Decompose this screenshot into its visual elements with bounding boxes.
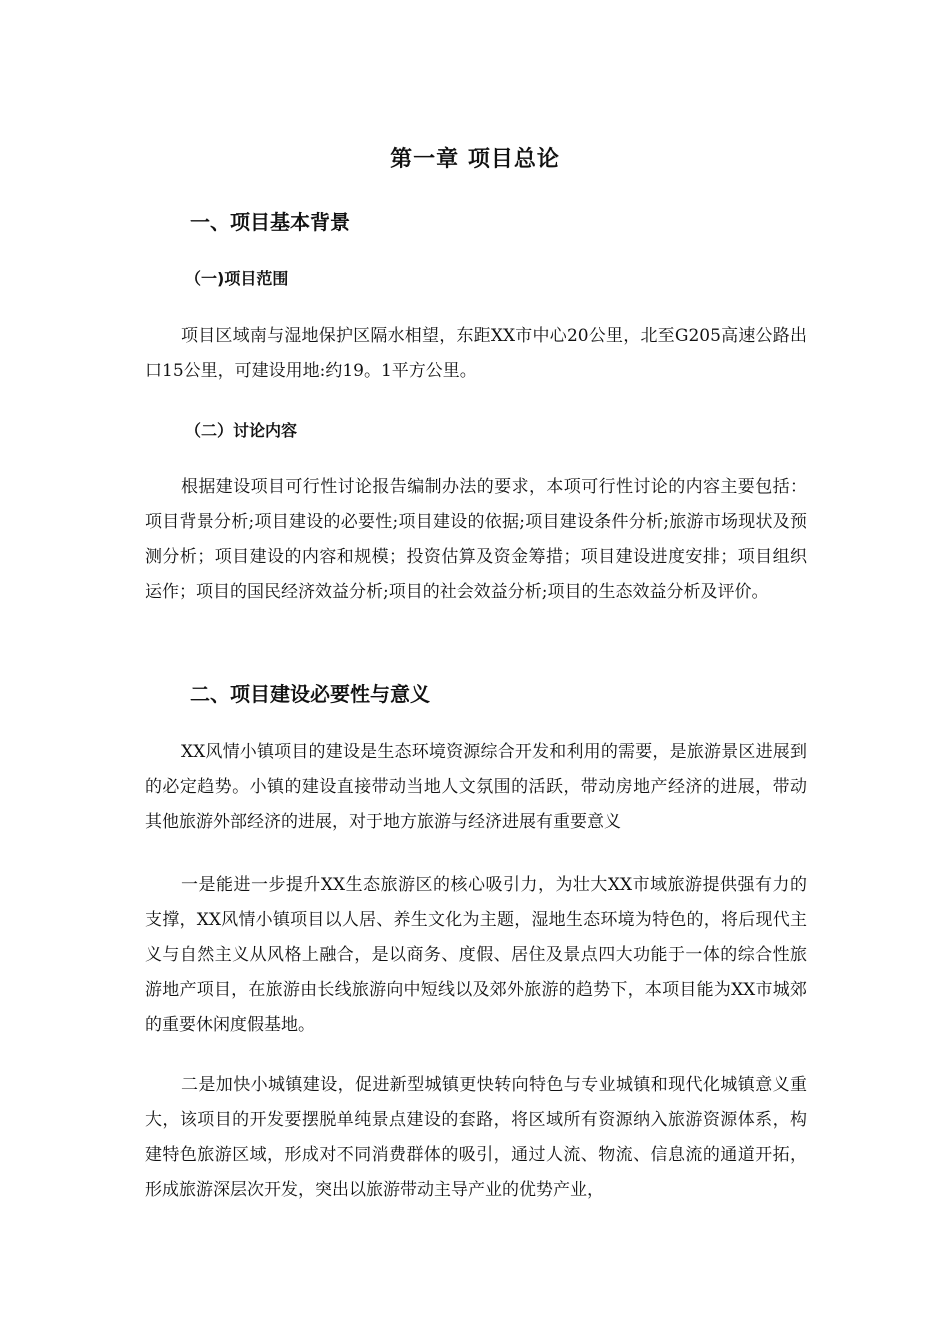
paragraph-content: 根据建设项目可行性讨论报告编制办法的要求，本项可行性讨论的内容主要包括：项目背景分析;项目建设的必要性;项目建设的依据;项目建设条件分析;旅游市场现状及预测分析；项目建设的内容和规模；投资估算及资金筹措；项目建设进度安排；项目组织运作；项目的国民经济效益分析;项目的社会效益分析;项目的生态效益分析及评价。 [145,477,807,602]
section-title-necessity: 二、项目建设必要性与意义 [190,682,430,706]
section-title-background: 一、项目基本背景 [190,210,350,234]
chapter-title: 第一章 项目总论 [390,147,560,172]
paragraph-scope: 项目区域南与湿地保护区隔水相望，东距XX市中心20公里，北至G205高速公路出口15公里，可建设用地:约19。1平方公里。 [145,326,807,381]
paragraph-necessity-point-one: 一是能进一步提升XX生态旅游区的核心吸引力，为壮大XX市域旅游提供强有力的支撑，XX风情小镇项目以人居、养生文化为主题，湿地生态环境为特色的，将后现代主义与自然主义从风格上融合，是以商务、度假、居住及景点四大功能于一体的综合性旅游地产项目，在旅游由长线旅游向中短线以及郊外旅游的趋势下，本项目能为XX市城郊的重要休闲度假基地。 [145,875,807,1035]
subsection-title-scope: （一)项目范围 [185,269,289,288]
paragraph-necessity-intro: XX风情小镇项目的建设是生态环境资源综合开发和利用的需要，是旅游景区进展到的必定趋势。小镇的建设直接带动当地人文氛围的活跃，带动房地产经济的进展，带动其他旅游外部经济的进展，对于地方旅游与经济进展有重要意义 [145,742,807,832]
paragraph-necessity-point-two: 二是加快小城镇建设，促进新型城镇更快转向特色与专业城镇和现代化城镇意义重大，该项目的开发要摆脱单纯景点建设的套路，将区域所有资源纳入旅游资源体系，构建特色旅游区域，形成对不同消费群体的吸引，通过人流、物流、信息流的通道开拓，形成旅游深层次开发，突出以旅游带动主导产业的优势产业， [145,1075,807,1200]
subsection-title-content: （二）讨论内容 [185,421,298,440]
